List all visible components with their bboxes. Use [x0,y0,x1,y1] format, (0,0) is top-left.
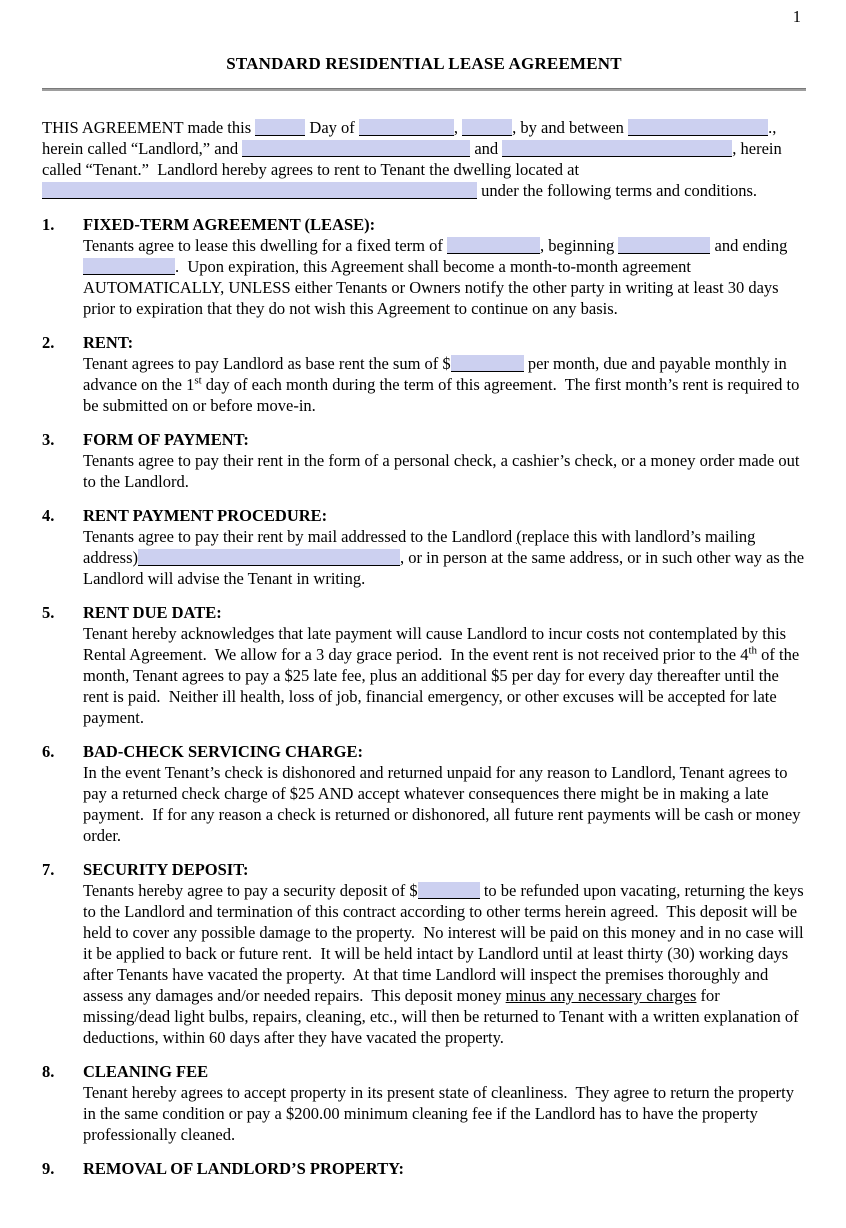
section-title: FORM OF PAYMENT: [83,430,249,449]
section-body: Tenants hereby agree to pay a security deposit of $ to be refunded upon vacating, returning the keys to the Landlord and termination of this contract according to other terms herein agreed. This deposit will be held to cover any possible damage to the property. No interest will be paid on this money and in no case will it be applied to back or future rent. It will be held intact by Landlord until at least thirty (30) working days after Tenants have vacated the property. At that time Landlord will inspect the premises thoroughly and assess any damages and/or needed repairs. This deposit money minus any necessary charges for missing/dead light bulbs, repairs, cleaning, etc., will then be returned to Tenant with a written explanation of deductions, within 60 days after they have vacated the property. [83,881,808,1047]
document-title: STANDARD RESIDENTIAL LEASE AGREEMENT [226,54,622,73]
section-number: 2. [42,333,55,352]
lease-term-field[interactable] [447,237,540,254]
day-field[interactable] [255,119,305,136]
lease-begin-date-field[interactable] [618,237,710,254]
intro-paragraph: THIS AGREEMENT made this Day of , , by and between ., herein called “Landlord,” and and , herein called “Tenant.” Landlord hereby agrees to rent to Tenant the dwelling located at under the following terms and conditions. [42,118,786,200]
ordinal-suffix: th [748,644,758,657]
section-bad-check-servicing-charge [42,741,806,846]
section-body: Tenant hereby acknowledges that late payment will cause Landlord to incur costs not contemplated by this Rental Agreement. We allow for a 3 day grace period. In the event rent is not received prior to the 4th of the month, Tenant agrees to pay a $25 late fee, plus an additional $5 per day for every day thereafter until the rent is paid. Neither ill health, loss of job, financial emergency, or other excuses will be accepted for late payment. [83,624,804,727]
section-title: REMOVAL OF LANDLORD’S PROPERTY: [83,1159,405,1178]
section-title: SECURITY DEPOSIT: [83,860,249,879]
lease-end-date-field[interactable] [83,258,175,275]
section-title: CLEANING FEE [83,1062,209,1081]
section-body: In the event Tenant’s check is dishonored and returned unpaid for any reason to Landlord, Tenant agrees to pay a returned check charge of $25 AND accept whatever consequences there might be in making a late payment. If for any reason a check is returned or dishonored, all future rent payments will be cash or money order. [83,763,805,845]
section-rent [42,332,806,416]
section-title: BAD-CHECK SERVICING CHARGE: [83,742,363,761]
section-title: RENT DUE DATE: [83,603,222,622]
section-security-deposit [42,859,806,1048]
landlord-mailing-address-field[interactable] [138,549,400,566]
section-fixed-term-agreement [42,214,806,319]
section-removal-of-landlords-property [42,1158,806,1179]
section-number: 8. [42,1062,55,1081]
section-body: Tenant hereby agrees to accept property in its present state of cleanliness. They agree to return the property in the same condition or pay a $200.00 minimum cleaning fee if the Landlord has to have the property professionally cleaned. [83,1083,799,1144]
tenant-1-name-field[interactable] [242,140,470,157]
section-title: RENT: [83,333,134,352]
rent-amount-field[interactable] [451,355,524,372]
section-form-of-payment [42,429,806,492]
underlined-text: ( [516,527,522,546]
year-field[interactable] [462,119,512,136]
dwelling-address-field[interactable] [42,182,477,199]
security-deposit-amount-field[interactable] [418,882,480,899]
title-divider [42,88,806,91]
ordinal-suffix: st [194,374,202,387]
section-rent-due-date [42,602,806,728]
month-field[interactable] [359,119,454,136]
section-rent-payment-procedure [42,505,809,589]
section-number: 7. [42,860,55,879]
section-number: 3. [42,430,55,449]
section-number: 4. [42,506,55,525]
section-body: Tenants agree to lease this dwelling for a fixed term of , beginning and ending . Upon expiration, this Agreement shall become a month-to-month agreement AUTOMATICALLY, UNLESS either Tenants or Owners notify the other party in writing at least 30 days prior to expiration that they do not wish this Agreement to continue on any basis. [83,236,792,318]
section-number: 9. [42,1159,55,1178]
section-title: RENT PAYMENT PROCEDURE: [83,506,328,525]
underlined-text: minus any necessary charges [505,986,697,1005]
section-title: FIXED-TERM AGREEMENT (LEASE): [83,215,376,234]
section-number: 6. [42,742,55,761]
page-number: 1 [792,7,801,26]
landlord-name-field[interactable] [628,119,768,136]
section-body: Tenant agrees to pay Landlord as base rent the sum of $ per month, due and payable monthly in advance on the 1st day of each month during the term of this agreement. The first month’s rent is required to be submitted on or before move-in. [83,354,804,415]
section-number: 5. [42,603,55,622]
section-cleaning-fee [42,1061,806,1145]
section-body: Tenants agree to pay their rent in the form of a personal check, a cashier’s check, or a money order made out to the Landlord. [83,451,804,491]
tenant-2-name-field[interactable] [502,140,732,157]
section-number: 1. [42,215,55,234]
section-body: Tenants agree to pay their rent by mail addressed to the Landlord (replace this with landlord’s mailing address) , or in person at the same address, or in such other way as the Landlord will advise the Tenant in writing. [83,527,809,588]
